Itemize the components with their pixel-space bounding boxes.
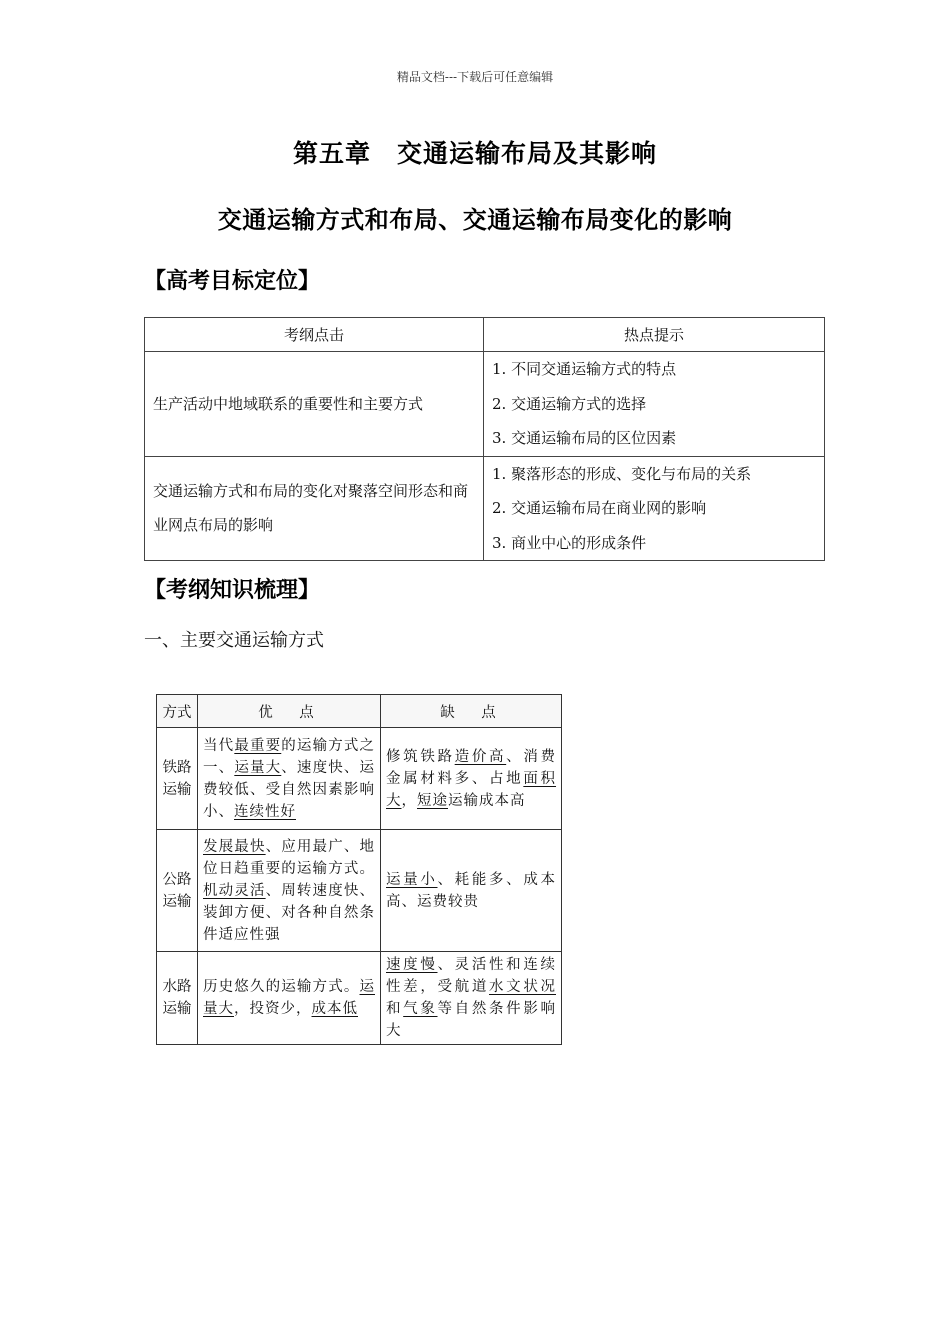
mode-label: 运输 <box>162 893 192 910</box>
table-row <box>145 456 825 561</box>
table-row <box>157 728 562 830</box>
subheading-transport-modes: 一、主要交通运输方式 <box>144 630 324 651</box>
mode-label: 铁路 <box>162 759 192 776</box>
hot-topics-cell <box>484 352 825 457</box>
text-segment: 、应用最广、地位日趋重要的运输方式。 <box>203 838 376 877</box>
text-segment: 和 <box>386 1001 404 1017</box>
key-term: 速度慢 <box>386 957 438 973</box>
hot-topic-item: 1. 聚落形态的形成、变化与布局的关系 <box>492 464 752 483</box>
transport-comparison-figure <box>156 694 562 1042</box>
mode-label: 公路 <box>162 871 192 888</box>
column-header-mode: 方式 <box>157 695 198 728</box>
column-header-outline-points: 考纲点击 <box>145 318 484 352</box>
text-segment: ，投资少， <box>234 1001 312 1017</box>
key-term: 短途 <box>417 792 448 809</box>
outline-point-cell: 交通运输方式和布局的变化对聚落空间形态和商业网点布局的影响 <box>145 456 484 561</box>
mode-label: 水路 <box>162 979 192 995</box>
hot-topic-item: 3. 交通运输布局的区位因素 <box>492 429 677 447</box>
text-segment: 的运输方式之一、 <box>203 737 376 776</box>
disadvantages-cell <box>381 728 562 830</box>
key-term: 水文状况 <box>489 979 556 995</box>
transport-comparison-table <box>156 694 562 1045</box>
column-header-disadvantages: 缺 点 <box>381 695 562 728</box>
advantages-cell <box>198 728 381 830</box>
key-term: 造价高 <box>454 748 507 765</box>
heading-knowledge-review: 【考纲知识梳理】 <box>144 577 321 603</box>
column-header-hot-topics: 热点提示 <box>484 318 825 352</box>
exam-outline-table <box>144 317 825 561</box>
text-segment: 运输成本高 <box>448 792 526 809</box>
table-header-row <box>157 695 562 728</box>
hot-topic-item: 2. 交通运输布局在商业网的影响 <box>492 499 707 517</box>
disadvantages-cell <box>381 952 562 1045</box>
advantages-cell <box>198 952 381 1045</box>
key-term: 机动灵活 <box>203 882 266 899</box>
page-watermark: 精品文档---下载后可任意编辑 <box>396 70 554 84</box>
key-term: 最重要 <box>234 737 282 754</box>
hot-topics-cell <box>484 456 825 561</box>
disadvantages-cell <box>381 830 562 952</box>
text-segment: 修筑铁路 <box>386 748 455 765</box>
text-segment: 、周转速度快、装卸方便、对各种自然条件适应性强 <box>203 882 376 943</box>
text-segment: 、速度快、运费较低、受自然因素影响小、 <box>203 759 376 820</box>
chapter-title: 第五章 交通运输布局及其影响 <box>292 139 657 168</box>
text-segment: ， <box>401 792 417 809</box>
table-header-row <box>145 318 825 352</box>
hot-topic-item: 2. 交通运输方式的选择 <box>492 394 647 413</box>
text-segment: 、耗能多、成本高、运费较贵 <box>386 871 556 910</box>
hot-topic-item: 1. 不同交通运输方式的特点 <box>492 360 677 378</box>
table-row <box>157 830 562 952</box>
text-segment: 、消费金属材料多、占地 <box>386 748 557 787</box>
table-row <box>157 952 562 1045</box>
advantages-cell <box>198 830 381 952</box>
mode-cell <box>157 830 198 952</box>
key-term: 连续性好 <box>234 803 296 820</box>
hot-topic-item: 3. 商业中心的形成条件 <box>492 533 647 552</box>
key-term: 发展最快 <box>203 838 266 855</box>
key-term: 运量大 <box>203 979 375 1017</box>
key-term: 运量小 <box>386 871 438 888</box>
text-segment: 等自然条件影响大 <box>386 1001 557 1039</box>
key-term: 成本低 <box>311 1001 358 1017</box>
key-term: 气象 <box>403 1001 438 1017</box>
section-title: 交通运输方式和布局、交通运输布局变化的影响 <box>217 205 733 234</box>
text-segment: 历史悠久的运输方式。 <box>203 979 360 995</box>
heading-exam-target: 【高考目标定位】 <box>144 268 321 294</box>
outline-point-cell: 生产活动中地域联系的重要性和主要方式 <box>145 352 484 457</box>
column-header-advantages: 优 点 <box>198 695 381 728</box>
mode-label: 运输 <box>162 1001 192 1017</box>
key-term: 面积大 <box>386 770 557 809</box>
mode-label: 运输 <box>162 781 192 798</box>
key-term: 运量大 <box>234 759 282 776</box>
text-segment: 、灵活性和连续性差，受航道 <box>386 957 556 995</box>
table-row <box>145 352 825 457</box>
mode-cell <box>157 728 198 830</box>
mode-cell <box>157 952 198 1045</box>
text-segment: 当代 <box>203 737 235 754</box>
